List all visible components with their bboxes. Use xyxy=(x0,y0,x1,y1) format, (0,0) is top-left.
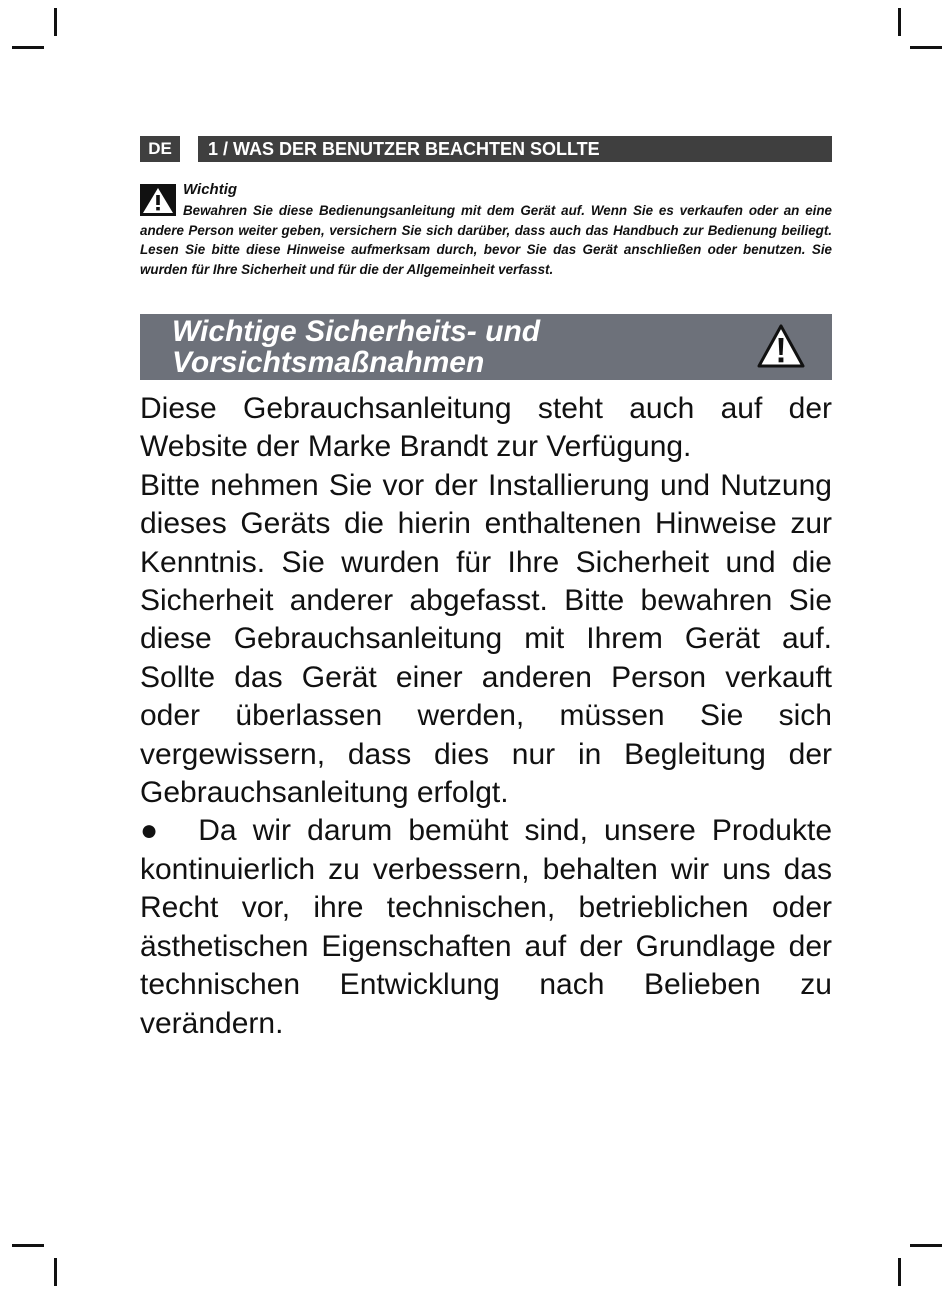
paragraph-instructions: Bitte nehmen Sie vor der Installierung und Nutzung dieses Geräts die hierin enthaltenen Hinweise zur Kenntnis. Sie wurden für Ihre Sicherheit und die Sicherheit anderer abgefasst. Bitte bewahren Sie diese Gebrauchsanleitung mit Ihrem Gerät auf. Sollte das Gerät einer anderen Person verkauft oder überlassen werden, müssen Sie sich vergewissern, dass dies nur in Begleitung der Gebrauchsanleitung erfolgt. xyxy=(140,468,832,810)
paragraph-website: Diese Gebrauchsanleitung steht auch auf der Website der Marke Brandt zur Verfügung. xyxy=(140,392,832,464)
crop-mark-top-right-vertical xyxy=(898,8,901,36)
crop-mark-bottom-right-vertical xyxy=(898,1258,901,1286)
crop-mark-top-right-horizontal xyxy=(910,46,942,49)
safety-banner xyxy=(140,314,832,380)
main-content xyxy=(140,390,832,1043)
safety-banner-title-line2: Vorsichtsmaßnahmen xyxy=(172,346,485,379)
crop-mark-bottom-right-horizontal xyxy=(910,1244,942,1247)
bullet-symbol: ● xyxy=(140,814,166,848)
warning-triangle-icon xyxy=(140,184,176,216)
important-notice xyxy=(140,180,832,279)
notice-title: Wichtig xyxy=(183,181,238,198)
language-badge: DE xyxy=(140,136,180,162)
section-title: 1 / WAS DER BENUTZER BEACHTEN SOLLTE xyxy=(198,136,832,162)
warning-triangle-icon xyxy=(756,323,806,369)
notice-text: Bewahren Sie diese Bedienungsanleitung mit dem Gerät auf. Wenn Sie es verkaufen oder an eine andere Person weiter geben, versichern Sie sich darüber, dass auch das Handbuch zur Bedienung beiliegt. Lesen Sie bitte diese Hinweise aufmerksam durch, bevor Sie das Gerät anschließen oder benutzen. Sie wurden für Ihre Sicherheit und für die der Allgemeinheit verfasst. xyxy=(140,203,832,277)
bullet-paragraph xyxy=(140,812,832,1042)
safety-banner-title-line1: Wichtige Sicherheits- und xyxy=(172,315,541,348)
crop-mark-top-left-vertical xyxy=(54,8,57,36)
page-header xyxy=(140,136,832,162)
bullet-text: Da wir darum bemüht sind, unsere Produkte kontinuierlich zu verbessern, behalten wir uns das Recht vor, ihre technischen, betrieblichen oder ästhetischen Eigenschaften auf der Grundlage der technischen Entwicklung nach Belieben zu verändern. xyxy=(140,814,833,1040)
crop-mark-bottom-left-horizontal xyxy=(12,1244,44,1247)
crop-mark-top-left-horizontal xyxy=(12,46,44,49)
safety-banner-title xyxy=(172,316,540,378)
crop-mark-bottom-left-vertical xyxy=(54,1258,57,1286)
